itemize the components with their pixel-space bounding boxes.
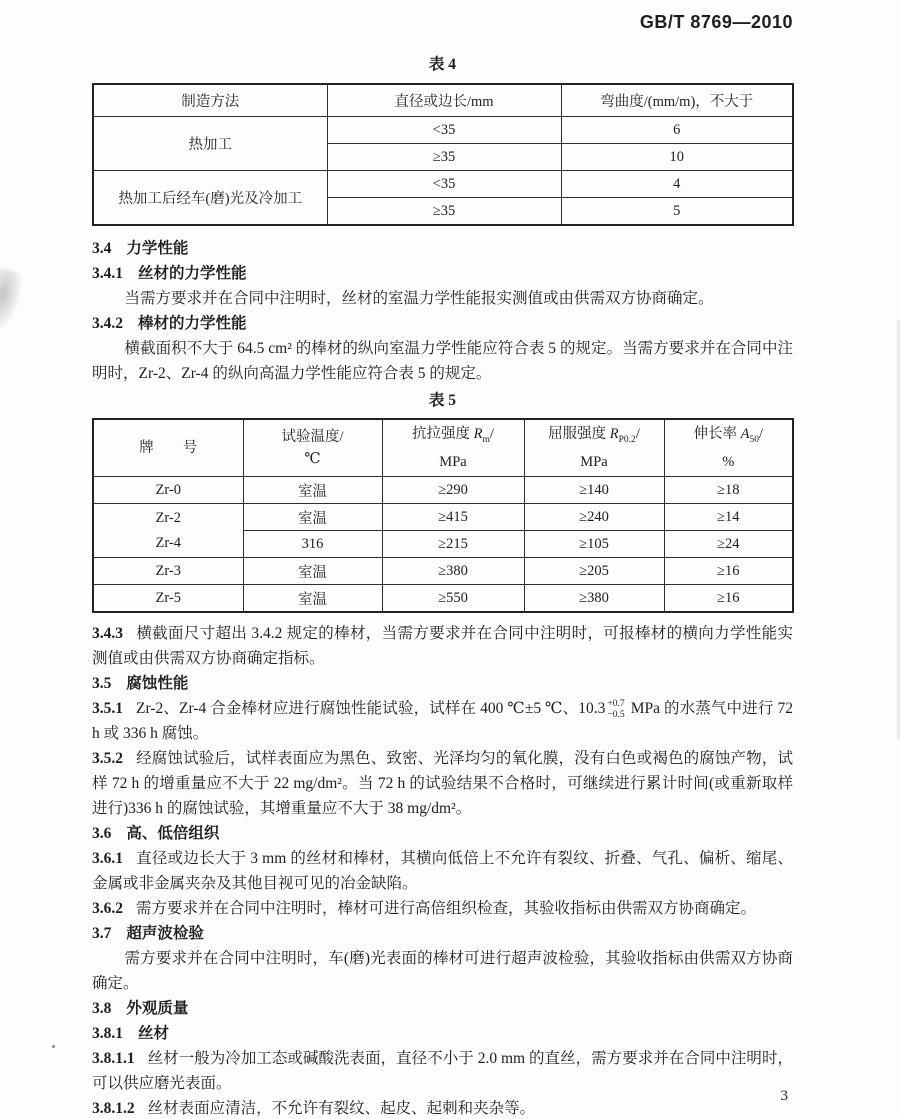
- numbered-paragraph: [92, 1096, 793, 1119]
- value-cell: ≥380: [382, 558, 524, 585]
- header-unit: ℃: [304, 451, 321, 467]
- header-unit: MPa: [439, 453, 467, 470]
- header-unit: MPa: [580, 453, 608, 470]
- symbol-subscript: P0.2: [618, 434, 636, 445]
- table5-header-tensile: [382, 419, 524, 477]
- table4-caption: 表 4: [428, 56, 457, 73]
- tolerance-upper: +0.7: [607, 699, 625, 709]
- grade-cell: Zr-5: [93, 585, 243, 613]
- slash: /: [635, 426, 640, 443]
- value-cell: ≥415: [382, 504, 524, 531]
- value-cell: ≥24: [664, 531, 793, 558]
- slash: /: [758, 426, 763, 443]
- clause-number: 3.4: [92, 240, 112, 257]
- clause-title: 丝材: [138, 1025, 170, 1042]
- symbol-subscript: 50: [749, 434, 759, 445]
- value-cell: ≥140: [524, 477, 664, 504]
- table4-cell: <35: [327, 117, 561, 144]
- table5-header-temp: [243, 419, 382, 477]
- table-row: [93, 171, 793, 198]
- clause-heading: [92, 921, 793, 946]
- numbered-paragraph: [92, 846, 793, 896]
- table4-cell: <35: [327, 171, 561, 198]
- table4-header-bend: 弯曲度/(mm/m)，不大于: [561, 84, 793, 117]
- table4-cell: ≥35: [327, 144, 561, 171]
- table-row: [93, 504, 793, 531]
- clause-heading: [92, 236, 793, 261]
- clause-title: 高、低倍组织: [126, 825, 220, 842]
- table4-cell: 5: [561, 198, 793, 226]
- clause-title: 丝材的力学性能: [138, 265, 247, 282]
- header-line: 试验温度/: [281, 429, 344, 445]
- table5: [92, 418, 794, 613]
- scan-edge-shade: [895, 320, 900, 740]
- value-cell: ≥16: [664, 585, 793, 613]
- temp-cell: 室温: [243, 504, 382, 531]
- quantity-symbol: A: [740, 426, 750, 443]
- numbered-paragraph: [92, 896, 793, 921]
- grade-cell-merged: [93, 504, 243, 558]
- grade-line: Zr-2: [155, 509, 181, 526]
- table4-cell: 6: [561, 117, 793, 144]
- temp-cell: 316: [243, 531, 382, 558]
- header-unit: %: [722, 453, 735, 470]
- value-cell: ≥14: [664, 504, 793, 531]
- numbered-paragraph: [92, 696, 793, 746]
- table-row: [93, 558, 793, 585]
- clause-number: 3.6.2: [92, 900, 123, 917]
- clause-title: 外观质量: [126, 1000, 189, 1017]
- table5-header-elongation: [664, 419, 793, 477]
- paragraph: 需方要求并在合同中注明时，车(磨)光表面的棒材可进行超声波检验，其验收指标由供需双方协商确定。: [92, 950, 793, 992]
- table4-cell: 4: [561, 171, 793, 198]
- quantity-symbol: R: [473, 426, 483, 443]
- paragraph-text: 需方要求并在合同中注明时，棒材可进行高倍组织检查，其验收指标由供需双方协商确定。: [136, 900, 757, 917]
- header-label: 屈服强度: [548, 426, 610, 443]
- value-cell: ≥205: [524, 558, 664, 585]
- clause-number: 3.8.1.1: [92, 1050, 135, 1067]
- paragraph-text: MPa 的水蒸气中进行 72 h 或 336 h 腐蚀。: [92, 700, 793, 742]
- table5-header-yield: [524, 419, 664, 477]
- clause-heading: [92, 1021, 793, 1046]
- value-cell: ≥290: [382, 477, 524, 504]
- table4-header-method: 制造方法: [93, 84, 327, 117]
- standard-number-header: GB/T 8769—2010: [639, 12, 793, 32]
- temp-cell: 室温: [243, 477, 382, 504]
- temp-cell: 室温: [243, 558, 382, 585]
- clause-number: 3.6.1: [92, 850, 123, 867]
- header-label: 抗拉强度: [412, 426, 474, 443]
- clause-heading: [92, 311, 793, 336]
- table4: [92, 83, 794, 226]
- clause-number: 3.7: [92, 925, 112, 942]
- tolerance-stack: [607, 700, 624, 721]
- clause-title: 力学性能: [126, 240, 189, 257]
- header-line: [385, 423, 522, 451]
- value-cell: ≥105: [524, 531, 664, 558]
- paragraph-text: Zr-2、Zr-4 合金棒材应进行腐蚀性能试验，试样在 400 ℃±5 ℃、10.3: [136, 700, 606, 717]
- tolerance-lower: −0.5: [607, 710, 625, 720]
- paragraph-text: 经腐蚀试验后，试样表面应为黑色、致密、光泽均匀的氧化膜，没有白色或褐色的腐蚀产物，试样 72 h 的增重量应不大于 22 mg/dm²。当 72 h 的试验结果不合格时，可继续进行累计时间(或重新取样进行)336 h 的腐蚀试验，其增重量应不大于 38 mg/dm²。: [92, 750, 793, 817]
- clause-number: 3.5: [92, 675, 112, 692]
- value-cell: ≥215: [382, 531, 524, 558]
- symbol-subscript: m: [482, 434, 490, 445]
- table-row: [93, 477, 793, 504]
- table4-method-hot: 热加工: [93, 117, 327, 171]
- clause-heading: [92, 821, 793, 846]
- slash: /: [489, 426, 494, 443]
- header-line: [527, 423, 662, 451]
- clause-number: 3.5.2: [92, 750, 123, 767]
- clause-number: 3.8: [92, 1000, 112, 1017]
- clause-title: 超声波检验: [126, 925, 204, 942]
- value-cell: ≥16: [664, 558, 793, 585]
- table-row: [93, 117, 793, 144]
- table5-header-grade: 牌 号: [93, 419, 243, 477]
- table-row: [93, 585, 793, 613]
- paragraph: 当需方要求并在合同中注明时，丝材的室温力学性能报实测值或由供需双方协商确定。: [124, 290, 714, 307]
- value-cell: ≥380: [524, 585, 664, 613]
- grade-cell: Zr-3: [93, 558, 243, 585]
- value-cell: ≥240: [524, 504, 664, 531]
- grade-cell: Zr-0: [93, 477, 243, 504]
- clause-number: 3.5.1: [92, 700, 123, 717]
- table4-cell: 10: [561, 144, 793, 171]
- header-label: 伸长率: [693, 426, 741, 443]
- paragraph-text: 横截面尺寸超出 3.4.2 规定的棒材，当需方要求并在合同中注明时，可报棒材的横向力学性能实测值或由供需双方协商确定指标。: [92, 625, 793, 667]
- scan-speck-artifact: [52, 1045, 55, 1048]
- clause-heading: [92, 261, 793, 286]
- paragraph: 横截面积不大于 64.5 cm² 的棒材的纵向室温力学性能应符合表 5 的规定。当需方要求并在合同中注明时，Zr-2、Zr-4 的纵向高温力学性能应符合表 5 的规定。: [92, 340, 793, 382]
- value-cell: ≥18: [664, 477, 793, 504]
- table4-header-diameter: 直径或边长/mm: [327, 84, 561, 117]
- clause-number: 3.4.3: [92, 625, 123, 642]
- table4-cell: ≥35: [327, 198, 561, 226]
- numbered-paragraph: [92, 1046, 793, 1096]
- value-cell: ≥550: [382, 585, 524, 613]
- table4-method-machined: 热加工后经车(磨)光及冷加工: [93, 171, 327, 226]
- numbered-paragraph: [92, 746, 793, 821]
- paragraph-text: 直径或边长大于 3 mm 的丝材和棒材，其横向低倍上不允许有裂纹、折叠、气孔、偏析、缩尾、金属或非金属夹杂及其他目视可见的冶金缺陷。: [92, 850, 793, 892]
- table5-caption: 表 5: [428, 392, 457, 409]
- temp-cell: 室温: [243, 585, 382, 613]
- numbered-paragraph: [92, 621, 793, 671]
- clause-heading: [92, 671, 793, 696]
- clause-heading: [92, 996, 793, 1021]
- clause-title: 棒材的力学性能: [138, 315, 247, 332]
- header-line: [667, 423, 791, 451]
- clause-title: 腐蚀性能: [126, 675, 189, 692]
- clause-number: 3.4.1: [92, 265, 123, 282]
- grade-line: Zr-4: [155, 534, 181, 551]
- paragraph-text: 丝材表面应清洁，不允许有裂纹、起皮、起刺和夹杂等。: [147, 1100, 536, 1117]
- clause-number: 3.6: [92, 825, 112, 842]
- page-number: 3: [780, 1088, 788, 1104]
- clause-number: 3.8.1: [92, 1025, 123, 1042]
- clause-number: 3.4.2: [92, 315, 123, 332]
- clause-number: 3.8.1.2: [92, 1100, 135, 1117]
- quantity-symbol: R: [609, 426, 619, 443]
- table4-header-row: [93, 84, 793, 117]
- paragraph-text: 丝材一般为冷加工态或碱酸洗表面，直径不小于 2.0 mm 的直丝，需方要求并在合同中注明时，可以供应磨光表面。: [92, 1050, 793, 1092]
- table5-header-row: [93, 419, 793, 477]
